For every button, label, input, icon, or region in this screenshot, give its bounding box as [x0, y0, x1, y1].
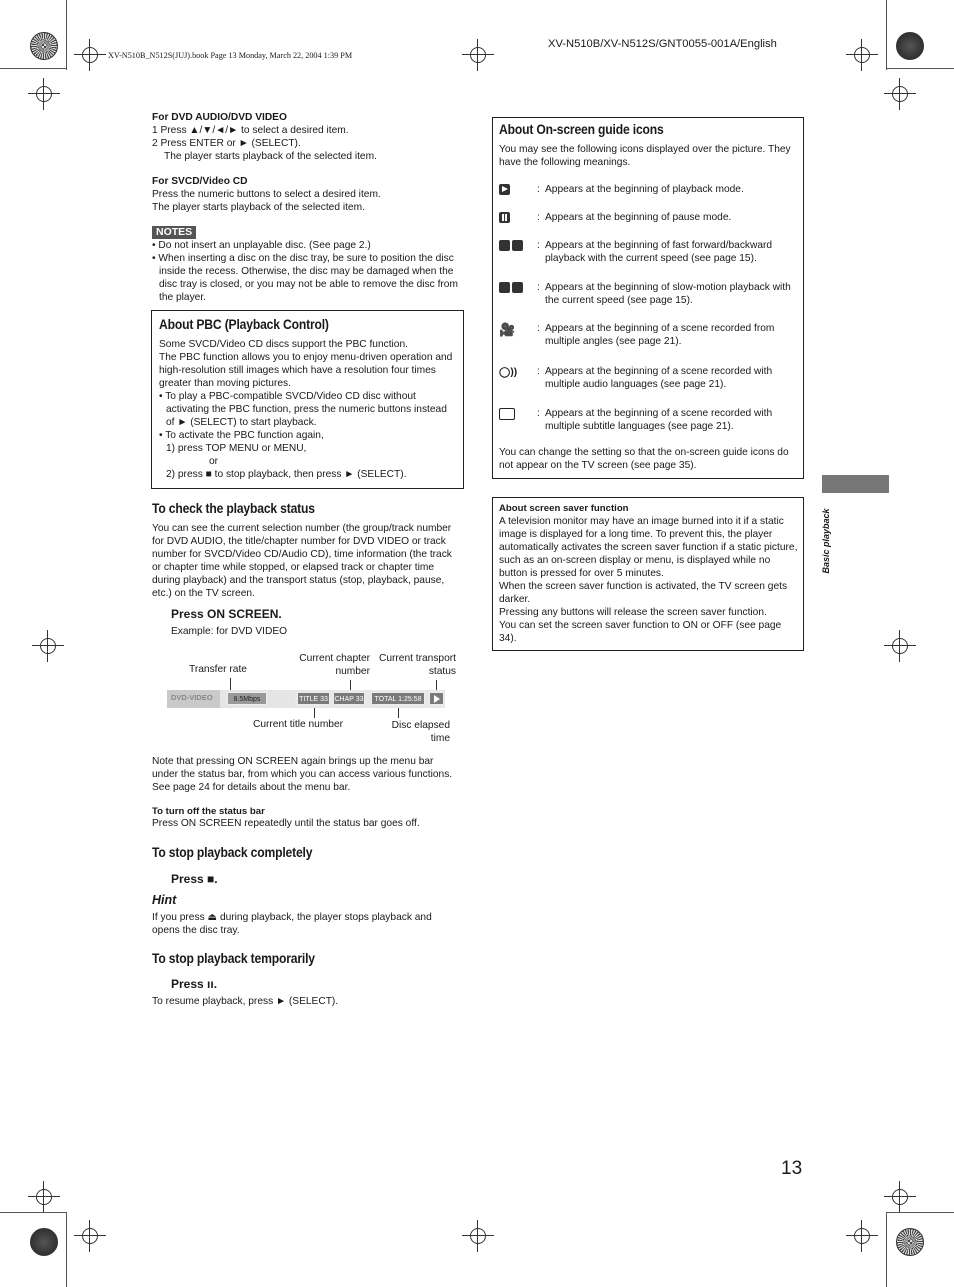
- pause-icon: [499, 212, 512, 225]
- label-transfer-rate: Transfer rate: [189, 664, 247, 675]
- crosshair-mark: [32, 82, 56, 106]
- icons-title: About On-screen guide icons: [499, 122, 664, 137]
- side-tab-label: Basic playback: [821, 508, 831, 574]
- status-title: To check the playback status: [152, 501, 315, 516]
- side-tab-bar: [822, 475, 889, 493]
- slow-motion-icon: [499, 282, 525, 295]
- svcd-line-2: The player starts playback of the selected item.: [152, 202, 365, 213]
- status-title-number: TITLE 33: [297, 692, 330, 705]
- crosshair-mark: [888, 82, 912, 106]
- dvd-step-2: 2 Press ENTER or ► (SELECT).: [152, 138, 301, 149]
- dvd-step-2-detail: The player starts playback of the selected item.: [164, 151, 377, 162]
- saver-para-2: When the screen saver function is activated, the TV screen gets darker.: [499, 581, 788, 605]
- status-note: Note that pressing ON SCREEN again brings up the menu bar under the status bar, from which you can access various functions. See page 24 for details about the menu bar.: [152, 756, 453, 793]
- pbc-para-1: Some SVCD/Video CD discs support the PBC function.: [159, 339, 408, 350]
- crosshair-mark: [78, 43, 102, 67]
- saver-body: A television monitor may have an image burned into it if a static image is displayed for a long time. To prevent this, the player automatically activates the screen saver function if a static picture, such as an on-screen display or menu, is displayed while no button is pressed for over 5 minutes.: [499, 516, 798, 579]
- note-1: • Do not insert an unplayable disc. (See page 2.): [152, 240, 371, 251]
- callout-line: [436, 680, 437, 690]
- crop-line: [886, 1212, 954, 1213]
- crosshair-mark: [850, 43, 874, 67]
- crop-line: [66, 0, 67, 70]
- callout-line: [398, 708, 399, 718]
- crop-line: [886, 68, 954, 69]
- crop-line: [0, 1212, 66, 1213]
- crosshair-mark: [36, 634, 60, 658]
- resume-text: To resume playback, press ► (SELECT).: [152, 996, 339, 1007]
- pbc-bullet-2: • To activate the PBC function again,: [159, 430, 324, 441]
- status-disc-type: DVD-VIDEO: [171, 693, 213, 702]
- status-total-time: TOTAL 1:25:58: [371, 692, 425, 705]
- icons-outro: You can change the setting so that the on-screen guide icons do not appear on the TV screen (see page 35).: [499, 447, 789, 471]
- status-off-heading: To turn off the status bar: [152, 806, 265, 817]
- crosshair-mark: [888, 634, 912, 658]
- svcd-heading: For SVCD/Video CD: [152, 176, 248, 187]
- subtitle-icon: [499, 408, 515, 424]
- notes-badge: NOTES: [152, 226, 196, 239]
- pbc-para-2: The PBC function allows you to enjoy menu-driven operation and high-resolution still images which have a resolution four times greater than moving pictures.: [159, 352, 453, 389]
- crosshair-mark: [466, 43, 490, 67]
- audio-icon: ◯)): [499, 367, 518, 378]
- status-transfer-rate: 8.5Mbps: [227, 692, 267, 705]
- pbc-bullet-1: • To play a PBC-compatible SVCD/Video CD disc without activating the PBC function, press the numeric buttons instead of ► (SELECT) to start playback.: [159, 391, 447, 428]
- left-column: [152, 111, 462, 304]
- hint-body: If you press ⏏ during playback, the player stops playback and opens the disc tray.: [152, 912, 432, 936]
- crop-line: [886, 1212, 887, 1287]
- registration-dial: [30, 32, 58, 60]
- crosshair-mark: [850, 1224, 874, 1248]
- svcd-line-1: Press the numeric buttons to select a desired item.: [152, 189, 381, 200]
- registration-dial: [30, 1228, 58, 1256]
- status-chapter-number: CHAP 33: [333, 692, 365, 705]
- label-current-chapter: Current chapter number: [299, 653, 370, 677]
- pause-title: To stop playback temporarily: [152, 951, 315, 966]
- icons-box: About On-screen guide icons You may see the following icons displayed over the picture. They have the following meanings. : Appears at the beginning of playback mode. : Appears at the beginning of pause mode. : Appears at the beginning of fast forward/backward playback with the current speed (see page 15). : Appears at the beginning of slow-motion playback with the current speed (see page 15). 🎥 : Appears at the beginning of a scene recorded from multiple angles (see page 21). ◯)) : Appears at the beginning of a scene recorded with multiple audio languages (see page 21). : Appears at the beginning of a scene recorded with multiple subtitle languages (see page 21). You can change the setting so that the on-screen guide icons do not appear on the TV screen (see page 35).: [492, 117, 804, 479]
- camera-angle-icon: 🎥: [499, 322, 516, 337]
- pbc-bullet-2a: 1) press TOP MENU or MENU,: [166, 443, 307, 454]
- fast-forward-backward-icon: [499, 240, 525, 253]
- status-play-icon: [429, 692, 444, 705]
- play-icon: [499, 184, 512, 197]
- label-current-title: Current title number: [253, 719, 344, 730]
- dvd-heading: For DVD AUDIO/DVD VIDEO: [152, 112, 287, 123]
- label-transport-status: Current transport status: [378, 653, 456, 677]
- stop-title: To stop playback completely: [152, 845, 313, 860]
- registration-dial: [896, 32, 924, 60]
- icons-intro: You may see the following icons displayed over the picture. They have the following meanings.: [499, 144, 791, 168]
- pbc-bullet-2b: 2) press ■ to stop playback, then press ► (SELECT).: [166, 469, 407, 480]
- pbc-box: [151, 310, 464, 489]
- crop-line: [0, 68, 66, 69]
- status-bar: [167, 690, 445, 708]
- crosshair-mark: [78, 1224, 102, 1248]
- pbc-title: About PBC (Playback Control): [159, 317, 329, 332]
- crosshair-mark: [32, 1185, 56, 1209]
- dvd-step-1: 1 Press ▲/▼/◄/► to select a desired item.: [152, 125, 349, 136]
- press-stop: Press ■.: [171, 872, 218, 886]
- saver-para-3: Pressing any buttons will release the screen saver function.: [499, 607, 767, 618]
- callout-line: [350, 680, 351, 690]
- label-elapsed-time: Disc elapsed time: [391, 720, 450, 744]
- model-number: XV-N510B/XV-N512S/GNT0055-001A/English: [548, 38, 777, 50]
- pbc-or: or: [209, 456, 219, 467]
- note-2: • When inserting a disc on the disc tray, be sure to position the disc inside the recess. Otherwise, the disc may be damaged when the disc tray is closed, or you may not be able to remove the disc from the player.: [152, 253, 458, 303]
- saver-para-4: You can set the screen saver function to ON or OFF (see page 34).: [499, 620, 782, 644]
- registration-dial: [896, 1228, 924, 1256]
- crop-line: [886, 0, 887, 70]
- screen-saver-box: [492, 497, 804, 651]
- status-off-body: Press ON SCREEN repeatedly until the status bar goes off.: [152, 818, 420, 829]
- book-info: XV-N510B_N512S(JUJ).book Page 13 Monday, March 22, 2004 1:39 PM: [108, 51, 353, 60]
- press-pause: Press ıı.: [171, 977, 218, 991]
- page-number: 13: [781, 1158, 803, 1179]
- callout-line: [314, 708, 315, 718]
- example-label: Example: for DVD VIDEO: [171, 626, 288, 637]
- callout-line: [230, 678, 231, 690]
- crosshair-mark: [888, 1185, 912, 1209]
- crop-line: [66, 1212, 67, 1287]
- crosshair-mark: [466, 1224, 490, 1248]
- status-body: You can see the current selection number (the group/track number for DVD AUDIO, the title/chapter number for DVD VIDEO or track number for SVCD/Video CD/Audio CD), time information (the track or chapter time while stopped, or elapsed track or chapter time during playback) and the transport status (stop, playback, pause, etc.) on the TV screen.: [152, 523, 452, 599]
- press-on-screen: Press ON SCREEN.: [171, 607, 282, 621]
- hint-label: Hint: [152, 893, 177, 907]
- saver-heading: About screen saver function: [499, 503, 629, 514]
